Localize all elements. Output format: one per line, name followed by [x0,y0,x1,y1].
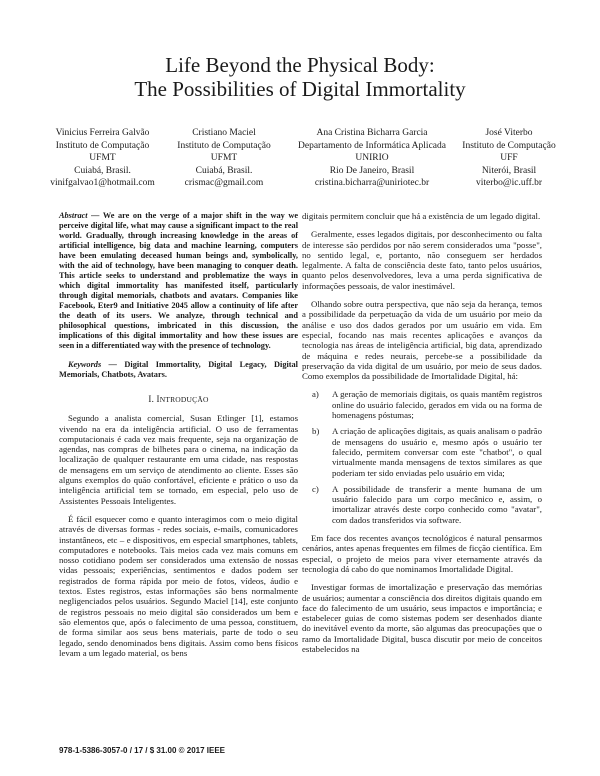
author-affiliation: Instituto de Computação [177,140,271,151]
examples-list [302,389,542,525]
keywords [59,360,298,380]
paragraph: digitais permitem concluir que há a existência de um legado digital. [302,211,541,221]
keywords-text: Digital Immortality, Digital Legacy, Digital Memorials, Chatbots, Avatars. [59,360,298,379]
author-2 [168,127,280,190]
author-city: Cuiabá, Brasil. [74,165,131,176]
list-item [302,484,542,525]
author-block [40,127,560,195]
abstract-text: We are on the verge of a major shift in the way we perceive digital life, what may cause a significant impact to the real world. Gradually, through increasing knowledge in the areas of artificial intelligence, big data and machine learning, computers have been emulating deceased human beings and, symbolically, with the aid of technology, have been managing to conquer death. This article seeks to understand and problematize the ways in which digital immortality has manifested itself, particularly through digital memorials, chatbots and avatars. Companies like Facebook, Eter9 and Initiative 2045 allow a continuity of life after the death of its users. We analyze, through technical and philosophical questions, imbricated in this discussion, the implications of this digital immortality and how these issues are seen in a differentiated way with the presence of technology. [59,211,299,350]
section-heading-introduction [59,394,298,405]
left-column [59,211,298,666]
author-email: vinifgalvao1@hotmail.com [50,178,155,188]
author-institution: UFF [500,153,518,163]
author-affiliation: Departamento de Informática Aplicada [298,140,446,151]
author-name: Ana Cristina Bicharra Garcia [316,128,428,138]
section-cap: I [156,394,160,404]
author-institution: UFMT [89,153,116,163]
section-rest: NTRODUÇÃO [159,395,209,404]
list-item [302,426,542,477]
title-line-2: The Possibilities of Digital Immortality [134,77,466,101]
copyright-footer: 978-1-5386-3057-0 / 17 / $ 31.00 © 2017 IEEE [59,746,226,755]
author-institution: UFMT [210,153,238,163]
paper-title [0,53,600,101]
paragraph: Em face dos recentes avanços tecnológicos é natural pensarmos cenários, antes apenas frequentes em filmes de ficção científica. Em especial, o projeto de meios para viver eternamente através da tecnologia dá cabo do que nominamos Imortalidade Digital. [302,533,542,574]
author-3 [292,127,452,190]
list-text: A possibilidade de transferir a mente humana de um usuário falecido para um corpo mecânico e, assim, o imortalizar através deste corpo conhecido como "avatar", com dados transferidos via software. [332,483,542,525]
section-number: I. [148,394,155,404]
paragraph: Olhando sobre outra perspectiva, que não seja da herança, temos a possibilidade da perpetuação da vida de um usuário por meio da análise e uso dos dados gerados por um usuário em vida. Em especial, focando nas mais recentes aplicações e avanços da tecnologia nas áreas de inteligência artificial, big data, aprendizado de máquina e redes neurais, percebe-se a possibilidade da preservação da vida digital de um usuário, por meio de seus dados. Como exemplos da possibilidade de Imortalidade Digital, há: [302,299,542,382]
list-marker: c) [312,483,319,494]
author-1 [40,127,165,190]
list-marker: b) [312,426,320,437]
author-name: Vinicius Ferreira Galvão [55,128,150,138]
abstract [59,211,298,351]
list-marker: a) [312,389,319,400]
author-city: Rio De Janeiro, Brasil [329,165,415,176]
keywords-label: Keywords — [68,360,117,369]
author-name: José Viterbo [485,128,533,138]
list-item [302,389,542,420]
author-institution: UNIRIO [355,153,389,163]
right-column [302,211,542,662]
paragraph: Geralmente, esses legados digitais, por desconhecimento ou falta de interesse são perdidos por não serem considerados uma "posse", no sentido legal, e, portanto, não conseguem ser herdados legalmente. A falta de consciência deste fato, tanto pelos usuários, quanto pelos desenvolvedores, leva a uma perda significativa de informações pessoais, de valor inestimável. [302,229,542,291]
author-affiliation: Instituto de Computação [462,140,556,151]
abstract-label: Abstract — [59,211,100,220]
paragraph: Investigar formas de imortalização e preservação das memórias de usuários; aumentar a consciência dos direitos digitais quando em face do falecimento de um usuário, seus impactos e importância; e estabelecer guias de como sistemas podem ser desenhados diante do inevitável evento da morte, são algumas das preocupações que o ramo da Imortalidade Digital, busca discutir por meio de conceitos estabelecidos na [302,582,542,654]
author-email: viterbo@ic.uff.br [475,178,543,188]
list-text: A geração de memoriais digitais, os quais mantêm registros online do usuário falecido, gerados em vida ou na forma de homenagens póstumas; [332,389,542,421]
author-4 [454,127,564,190]
author-name: Cristiano Maciel [192,128,256,138]
paragraph: Segundo a analista comercial, Susan Etlinger [1], estamos vivendo na era da inteligência artificial. O uso de ferramentas computacionais é cada vez mais frequente, seja na organização de agendas, nas compras de bilhetes para o cinema, na indicação da localização de qualquer restaurante em uma cidade, nas respostas de mensagens em um serviço de atendimento ao cliente. Esses são alguns exemplos do quão confortável, eficiente e prático o uso da inteligência artificial tem se tornado, em especial, pelo uso de Assistentes Pessoais Inteligentes. [59,413,298,506]
author-email: cristina.bicharra@uniriotec.br [314,178,430,188]
author-city: Cuiabá, Brasil. [195,165,253,176]
author-affiliation: Instituto de Computação [55,140,150,151]
title-line-1: Life Beyond the Physical Body: [165,53,435,77]
author-city: Niterói, Brasil [481,165,537,176]
list-text: A criação de aplicações digitais, as quais analisam o padrão de mensagens do usuário e, mesmo após o usuário ter falecido, permitem conversar com este "chatbot", o qual virtualmente manda mensagens de textos similares as que poderiam ter sido enviadas pelo usuário em vida; [332,426,542,478]
author-email: crismac@gmail.com [184,178,264,188]
paragraph: É fácil esquecer como e quanto interagimos com o meio digital através de diversas formas - redes sociais, e-mails, comunicadores instantâneos, etc – e dispositivos, em especial smartphones, tablets, computadores e notebooks. Tais meios cada vez mais comuns em nosso cotidiano podem ser considerados uma extensão de nossas vidas pessoais; experiências, sentimentos e dados podem ser registrados de forma rápida por meio de fotos, vídeos, áudio e textos. Estes registros, estas informações são bens normalmente negligenciados pelos usuários. Segundo Maciel [14], este conjunto de registros pessoais no meio digital são considerados um bem e são elementos que, após o falecimento de uma pessoa, constituem, de forma similar aos seus bens materiais, parte de todo o seu legado, sendo denominados bens digitais. Assim como bens físicos levam a um legado material, os bens [59,513,298,658]
